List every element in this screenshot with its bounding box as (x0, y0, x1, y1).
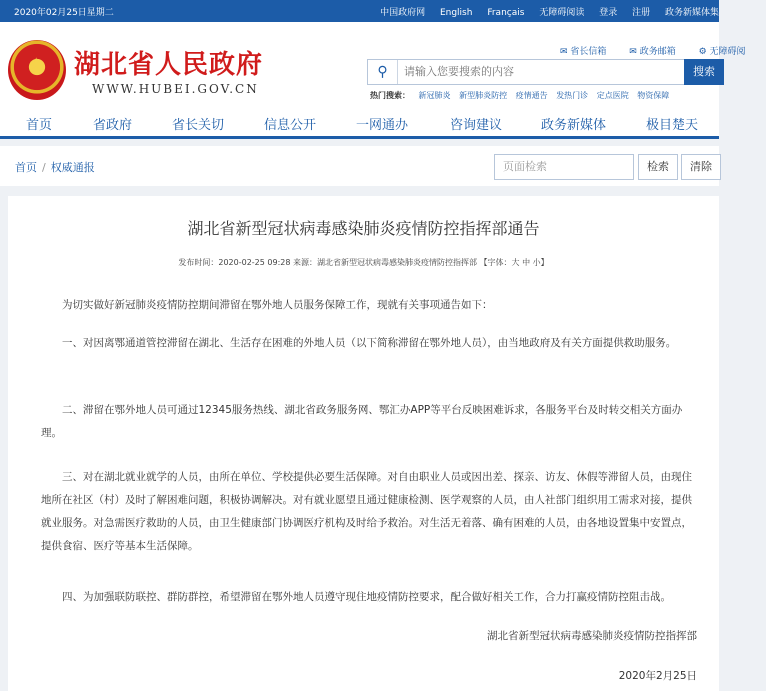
hot-term[interactable]: 疫情通告 (515, 91, 548, 100)
national-emblem-icon[interactable] (8, 40, 66, 100)
nav-info-disclosure[interactable]: 信息公开 (264, 118, 317, 133)
hot-searches (370, 90, 675, 101)
search-icon: ⚲ (368, 60, 398, 84)
link-gov-email[interactable]: ✉ 政务邮箱 (629, 47, 676, 57)
article-paragraph: 为切实做好新冠肺炎疫情防控期间滞留在鄂外地人员服务保障工作，现就有关事项通告如下： (62, 299, 493, 311)
top-bar (0, 0, 719, 22)
link-french[interactable]: Français (487, 8, 525, 18)
hot-term[interactable]: 物资保障 (637, 91, 670, 100)
breadcrumb-current[interactable]: 权威通报 (50, 161, 95, 174)
site-search-button[interactable]: 搜索 (684, 59, 724, 85)
site-header (0, 22, 746, 117)
breadcrumb-home[interactable]: 首页 (15, 161, 37, 174)
current-date: 2020年02月25日星期二 (14, 8, 114, 18)
site-title[interactable]: 湖北省人民政府 (74, 50, 264, 80)
link-new-media[interactable]: 政务新媒体集 (664, 8, 719, 18)
site-domain: WWW.HUBEI.GOV.CN (92, 82, 259, 96)
article-meta: 发布时间：2020-02-25 09:28 来源：湖北省新型冠状病毒感染肺炎疫情防控指挥部 【字体：大 中 小】 (178, 258, 549, 267)
page-search-input[interactable]: 页面检索 (494, 154, 634, 180)
site-search-input[interactable] (404, 63, 674, 81)
nav-consult-suggest[interactable]: 咨询建议 (450, 118, 503, 133)
page-search-button[interactable]: 检索 (638, 154, 678, 180)
article (8, 196, 719, 691)
link-english[interactable]: English (439, 8, 473, 18)
link-accessible-read[interactable]: ⚙ 无障碍阅 (698, 47, 746, 57)
breadcrumb-separator: / (42, 161, 46, 174)
hot-term[interactable]: 新冠肺炎 (418, 91, 451, 100)
quick-links (560, 44, 766, 57)
link-register[interactable]: 注册 (632, 8, 651, 18)
hot-term[interactable]: 新型肺炎防控 (459, 91, 508, 100)
article-paragraph: 一、对因离鄂通道管控滞留在湖北、生活存在困难的外地人员（以下简称滞留在鄂外地人员），由当地政府及有关方面提供救助服务。 (62, 337, 677, 349)
link-accessible[interactable]: 无障碍阅读 (539, 8, 585, 18)
link-governor-mailbox[interactable]: ✉ 省长信箱 (560, 47, 607, 57)
article-paragraph: 三、对在湖北就业就学的人员，由所在单位、学校提供必要生活保障。对自由职业人员或因出差、探亲、访友、休假等滞留人员，由现住地所在社区（村）及时了解困难问题，积极协调解决。对有就业愿望且通过健康检测、医学观察的人员，由人社部门组织用工需求对接，提供就业服务。对急需医疗救助的人员，由卫生健康部门协调医疗机构及时给予救治。对生活无着落、确有困难的人员，由各地设置集中安置点，提供食宿、医疗等基本生活保障。 (41, 471, 692, 552)
nav-one-stop-service[interactable]: 一网通办 (356, 118, 409, 133)
nav-home[interactable]: 首页 (26, 118, 53, 133)
link-gov-cn[interactable]: 中国政府网 (380, 8, 426, 18)
hot-term[interactable]: 发热门诊 (556, 91, 589, 100)
hot-term[interactable]: 定点医院 (596, 91, 629, 100)
link-login[interactable]: 登录 (599, 8, 618, 18)
article-paragraph: 二、滞留在鄂外地人员可通过12345服务热线、湖北省政务服务网、鄂汇办APP等平台反映困难诉求，各服务平台及时转交相关方面办理。 (41, 404, 683, 439)
article-sign-date: 2020年2月25日 (618, 670, 697, 682)
nav-governor-concerns[interactable]: 省长关切 (172, 118, 225, 133)
article-signature: 湖北省新型冠状病毒感染肺炎疫情防控指挥部 (487, 630, 697, 642)
site-search-box (367, 59, 685, 85)
nav-provincial-gov[interactable]: 省政府 (93, 118, 133, 133)
hot-searches-label: 热门搜索： (370, 91, 410, 100)
article-paragraph: 四、为加强联防联控、群防群控，希望滞留在鄂外地人员遵守现住地疫情防控要求，配合做好相关工作，合力打赢疫情防控阻击战。 (62, 591, 671, 603)
breadcrumb (15, 159, 95, 175)
nav-jimu-chutian[interactable]: 极目楚天 (646, 118, 699, 133)
article-title: 湖北省新型冠状病毒感染肺炎疫情防控指挥部通告 (187, 219, 540, 238)
page-clear-button[interactable]: 清除 (681, 154, 721, 180)
main-nav (0, 117, 719, 139)
top-links (368, 5, 719, 18)
nav-new-media[interactable]: 政务新媒体 (541, 118, 607, 133)
breadcrumb-bar (0, 146, 719, 186)
